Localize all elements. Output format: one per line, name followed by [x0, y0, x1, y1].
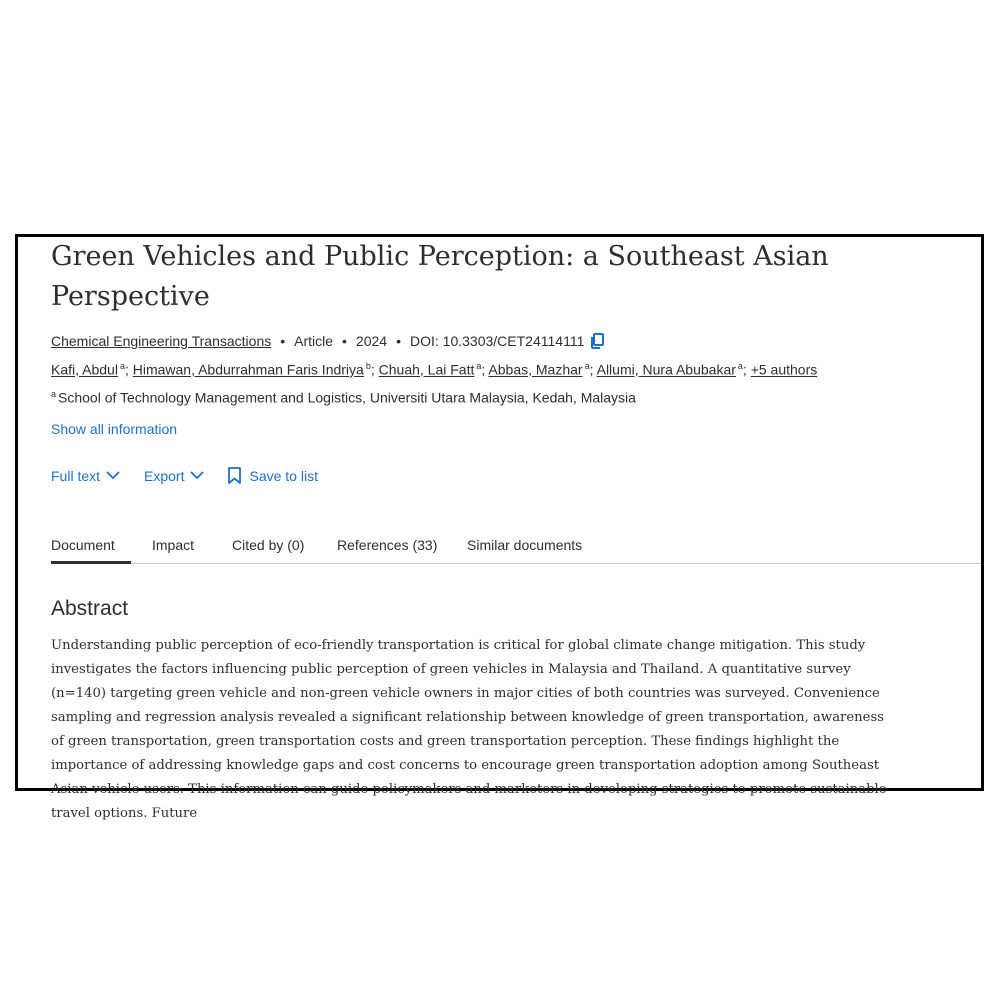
author-affiliation-marker: a — [119, 361, 125, 371]
affiliation-marker: a — [51, 389, 57, 399]
author-link[interactable]: Kafi, Abdul — [51, 361, 118, 378]
meta-separator: • — [396, 333, 402, 349]
author-link[interactable]: Allumi, Nura Abubakar — [596, 361, 736, 378]
affiliation-text: School of Technology Management and Logistics, Universiti Utara Malaysia, Kedah, Malaysia — [58, 389, 636, 406]
export-button[interactable] — [144, 468, 204, 484]
save-to-list-button[interactable] — [228, 467, 317, 484]
tab-similar-documents[interactable]: Similar documents — [467, 537, 583, 553]
author-link[interactable]: Chuah, Lai Fatt — [378, 361, 475, 378]
document-type: Article — [294, 333, 334, 349]
more-authors-link[interactable]: +5 authors — [750, 361, 818, 378]
abstract-text: Understanding public perception of eco-friendly transportation is critical for global climate change mitigation. This study investigates the factors influencing public perception of green vehicles in Malaysia and Thailand. A quantitative survey (n=140) targeting green vehicle and non-green vehicle owners in major cities of both countries was surveyed. Convenience sampling and regression analysis revealed a significant relationship between knowledge of green transportation, awareness of green transportation, green transportation costs and green transportation perception. These findings highlight the importance of addressing knowledge gaps and cost concerns to encourage green transportation adoption among Southeast Asian vehicle users. This information can guide policymakers and marketers in developing strategies to promote sustainable travel options. Future — [51, 638, 887, 821]
show-all-information-link[interactable]: Show all information — [51, 421, 178, 437]
tab-references[interactable]: References (33) — [337, 537, 438, 553]
meta-separator: • — [280, 333, 286, 349]
source-link[interactable]: Chemical Engineering Transactions — [51, 333, 272, 349]
author-affiliation-marker: a — [737, 361, 743, 371]
publication-year: 2024 — [355, 333, 388, 349]
document-tabs — [51, 525, 981, 564]
author-link[interactable]: Himawan, Abdurrahman Faris Indriya — [132, 361, 364, 378]
export-label: Export — [144, 467, 185, 484]
doi-value: DOI: 10.3303/CET24114111 — [410, 333, 585, 349]
chevron-down-icon — [106, 471, 120, 480]
tab-document[interactable]: Document — [51, 537, 131, 564]
save-to-list-label: Save to list — [249, 467, 318, 484]
tab-impact[interactable]: Impact — [152, 537, 195, 553]
article-panel — [15, 234, 984, 821]
full-text-button[interactable] — [51, 468, 120, 484]
tab-cited-by[interactable]: Cited by (0) — [232, 537, 305, 553]
page-title: Green Vehicles and Public Perception: a Southeast Asian Perspective — [51, 241, 829, 312]
author-link[interactable]: Abbas, Mazhar — [488, 361, 583, 378]
author-affiliation-marker: a — [584, 361, 590, 371]
authors-list: Kafi, Abdul $^a$; Himawan, Abdurrahman Faris Indriya $^b$; Chuah, Lai Fatt $^a$; Abbas, Mazhar $^a$; Allumi, Nura Abubakar $^a$; +5 authors — [51, 361, 818, 378]
abstract-heading: Abstract — [51, 597, 129, 620]
action-bar — [51, 467, 342, 484]
meta-separator: • — [342, 333, 347, 349]
copy-icon[interactable] — [591, 333, 604, 349]
affiliation — [51, 389, 636, 406]
article-meta — [51, 333, 604, 349]
author-affiliation-marker: a — [476, 361, 482, 371]
chevron-down-icon — [190, 471, 204, 480]
author-affiliation-marker: b — [365, 361, 371, 371]
full-text-label: Full text — [51, 467, 101, 484]
bookmark-icon — [228, 467, 241, 484]
